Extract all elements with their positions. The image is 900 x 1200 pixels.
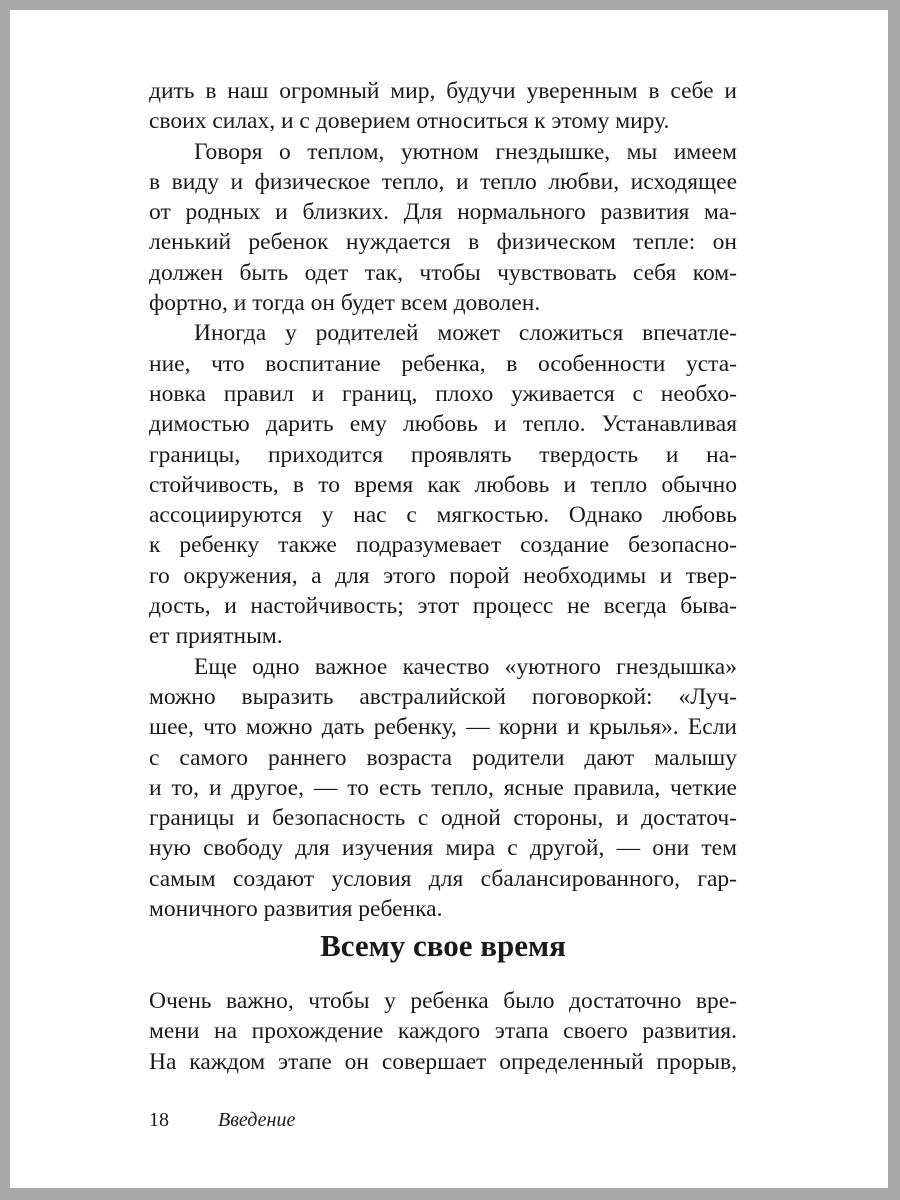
paragraph-1 [149,76,737,137]
text-line: го окружения, а для этого порой необходимы и твер- [149,562,737,589]
text-line: Говоря о теплом, уютном гнездышке, мы имеем [194,138,737,165]
page-footer [149,1109,295,1132]
page-number: 18 [149,1109,169,1131]
text-line: дость, и настойчивость; этот процесс не всегда быва- [149,593,737,620]
running-section-title: Введение [218,1109,296,1131]
text-line: мени на прохождение каждого этапа своего развития. [149,1018,737,1045]
text-line: ную свободу для изучения мира с другой, — они тем [149,835,737,862]
text-line: ленький ребенок нуждается в физическом тепле: он [149,229,737,256]
text-line: самым создают условия для сбалансированного, гар- [149,865,737,892]
paragraph-2 [149,137,737,319]
paragraph-4 [149,652,737,925]
text-line: должен быть одет так, чтобы чувствовать себя ком- [149,259,737,286]
text-line: Очень важно, чтобы у ребенка было достаточно вре- [149,988,737,1014]
text-line: границы, приходится проявлять твердость и на- [149,441,737,468]
section-heading: Всему свое время [320,928,566,963]
text-line: Иногда у родителей может сложиться впечатле- [194,320,737,347]
text-line: димостью дарить ему любовь и тепло. Устанавливая [149,411,737,438]
text-line: и то, и другое, — то есть тепло, ясные правила, четкие [149,774,737,801]
text-line: в виду и физическое тепло, и тепло любви, исходящее [149,168,737,195]
text-line: границы и безопасность с одной стороны, и достаточ- [149,805,737,832]
text-line: можно выразить австралийской поговоркой: «Луч- [149,683,737,710]
body-text-bottom [149,986,737,1077]
text-line: с самого раннего возраста родители дают малышу [149,744,737,771]
paragraph-3 [149,318,737,651]
paragraph-5 [149,986,737,1077]
text-line: к ребенку также подразумевает создание безопасно- [149,532,737,559]
text-line: шее, что можно дать ребенку, — корни и крылья». Если [149,714,737,741]
text-line: ассоциируются у нас с мягкостью. Однако любовь [149,502,737,529]
text-line: моничного развития ребенка. [149,896,443,923]
text-line: от родных и близких. Для нормального развития ма- [149,199,737,226]
text-line: новка правил и границ, плохо уживается с необхо- [149,380,737,407]
text-line: дить в наш огромный мир, будучи уверенным в себе и [149,78,737,104]
text-line: своих силах, и с доверием относиться к этому миру. [149,108,670,135]
text-line: ет приятным. [149,623,283,650]
text-line: фортно, и тогда он будет всем доволен. [149,290,541,317]
text-line: Еще одно важное качество «уютного гнездышка» [194,653,737,680]
body-text-top [149,76,737,924]
text-line: ние, что воспитание ребенка, в особенности уста- [149,350,737,377]
text-line: На каждом этапе он совершает определенный прорыв, [149,1048,737,1075]
text-line: стойчивость, в то время как любовь и тепло обычно [149,471,737,498]
